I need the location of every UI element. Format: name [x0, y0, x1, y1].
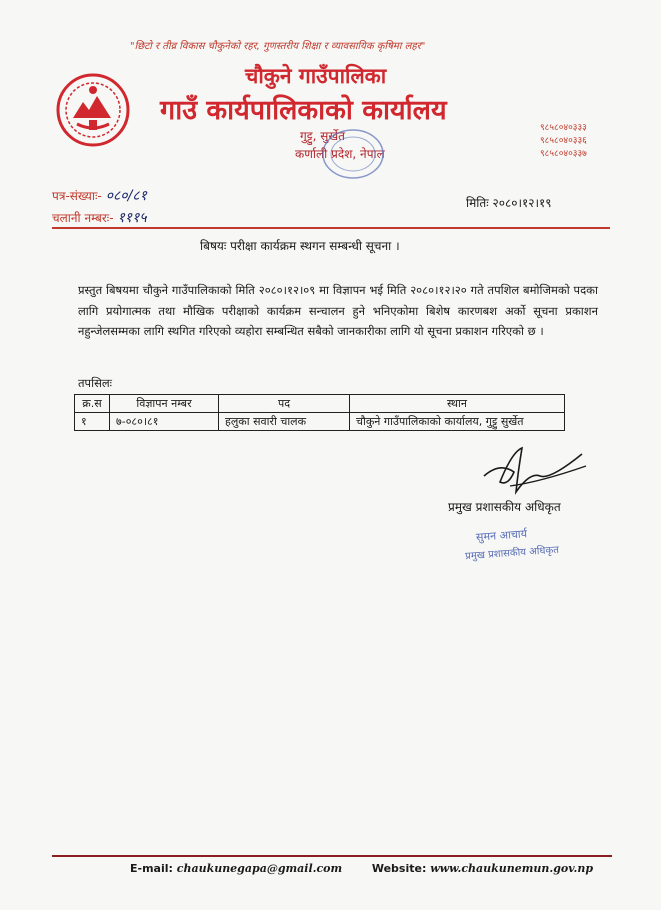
address-line-2: कर्णाली प्रदेश, नेपाल: [295, 147, 385, 161]
email-address: chaukunegapa@gmail.com: [176, 862, 343, 875]
phone-number: ९८५८०४०३३३: [540, 123, 587, 133]
phone-number: ९८५८०४०३३७: [540, 149, 587, 159]
tapasil-label: तपसिलः: [78, 376, 112, 390]
ref-value: ०८०/८१: [105, 188, 147, 204]
ref-label: पत्र-संख्याः-: [52, 189, 102, 203]
signatory-title: प्रमुख प्रशासकीय अधिकृत: [448, 500, 561, 514]
stamp-name: सुमन आचार्य: [475, 527, 528, 544]
website-url: www.chaukunemun.gov.np: [430, 862, 594, 875]
position-table: [74, 394, 565, 431]
table-cell: ७-०८०।८१: [110, 413, 219, 431]
slogan: "छिटो र तीव्र विकास चौकुनेको रहर, गुणस्तरीय शिक्षा र व्यावसायिक कृषिमा लहर": [130, 41, 426, 52]
org-name: चौकुने गाउँपालिका: [245, 64, 387, 88]
reference-number: [52, 186, 147, 205]
table-cell: हलुका सवारी चालक: [219, 413, 350, 431]
table-header: स्थान: [350, 395, 565, 413]
table-header-row: [75, 395, 565, 413]
stamp-title: प्रमुख प्रशासकीय अधिकृत: [464, 544, 560, 563]
table-header: पद: [219, 395, 350, 413]
handwritten-signature: [470, 442, 590, 504]
nepal-emblem-icon: [55, 72, 131, 148]
office-stamp-icon: [318, 122, 388, 182]
phone-number: ९८५८०४०३३६: [540, 136, 587, 146]
table-header: क्र.स: [75, 395, 110, 413]
notice-body: प्रस्तुत बिषयमा चौकुने गाउँपालिकाको मिति २०८०।१२।०९ मा विज्ञापन भई मिति २०८०।१२।२० गते तपशिल बमोजिमको पदका लागि प्रयोगात्मक तथा मौखिक परीक्षाको कार्यक्रम सन्चालन हुने भनिएकोमा बिशेष कारणबश अर्को सूचना प्रकाशन नहुन्जेलसम्मका लागि स्थगित गरिएको व्यहोरा सम्बन्धित सबैको जानकारीका लागि यो सूचना प्रकाशन गरिएको छ ।: [78, 283, 598, 338]
date-label: मितिः: [466, 196, 489, 210]
subject-line: बिषयः परीक्षा कार्यक्रम स्थगन सम्बन्धी सूचना ।: [200, 239, 400, 253]
table-header: विज्ञापन नम्बर: [110, 395, 219, 413]
date-value: २०८०।१२।१९: [492, 196, 552, 210]
footer-divider: [52, 855, 612, 857]
table-cell: १: [75, 413, 110, 431]
dispatch-number: [52, 208, 147, 227]
letter-date: [466, 194, 552, 211]
dispatch-value: १११५: [117, 210, 147, 226]
table-row: [75, 413, 565, 431]
table-cell: चौकुने गाउँपालिकाको कार्यालय, गुट्टु सुर्खेत: [350, 413, 565, 431]
phone-numbers: [540, 122, 587, 161]
website-label: Website:: [371, 862, 427, 875]
office-name: गाउँ कार्यपालिकाको कार्यालय: [160, 95, 447, 126]
dispatch-label: चलानी नम्बरः-: [52, 211, 114, 225]
header-divider: [52, 227, 610, 229]
footer-contact: [130, 862, 593, 875]
email-label: E-mail:: [130, 862, 173, 875]
address-line-1: गुट्टु, सुर्खेत: [300, 129, 346, 143]
